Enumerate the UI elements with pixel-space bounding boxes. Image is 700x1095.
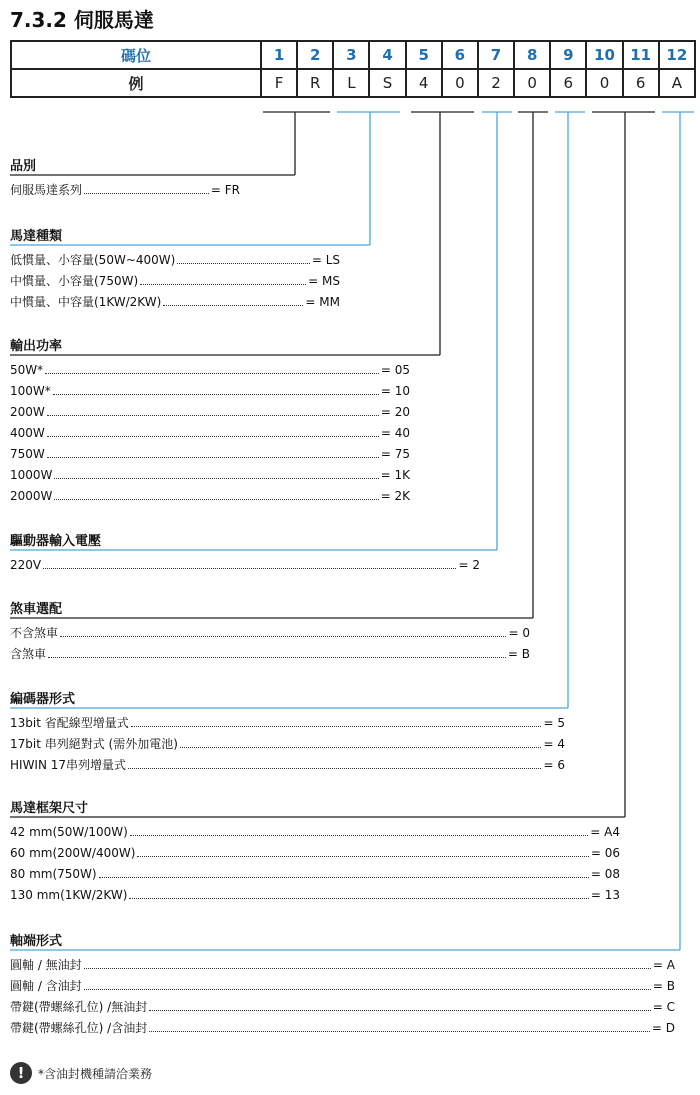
dot-leader xyxy=(140,272,306,285)
option-label: 2000W xyxy=(10,489,53,503)
page-title: 7.3.2 伺服馬達 xyxy=(10,8,154,32)
option-row xyxy=(10,251,340,269)
option-value: = 2 xyxy=(458,558,480,572)
example-cell: L xyxy=(333,69,369,97)
position-cell: 12 xyxy=(659,41,695,69)
option-value: = 4 xyxy=(543,737,565,751)
dot-leader xyxy=(53,382,379,395)
option-row xyxy=(10,735,565,753)
dot-leader xyxy=(128,756,541,769)
option-label: 42 mm(50W/100W) xyxy=(10,825,128,839)
position-cell: 2 xyxy=(297,41,333,69)
dot-leader xyxy=(180,735,542,748)
option-value: = MM xyxy=(305,295,340,309)
dot-leader xyxy=(129,886,588,899)
option-label: 130 mm(1KW/2KW) xyxy=(10,888,128,902)
option-value: = 20 xyxy=(380,405,410,419)
option-value: = B xyxy=(507,647,530,661)
option-row xyxy=(10,556,480,574)
dot-leader xyxy=(130,823,589,836)
position-cell: 8 xyxy=(514,41,550,69)
example-cell: 2 xyxy=(478,69,514,97)
dot-leader xyxy=(84,977,651,990)
option-label: 60 mm(200W/400W) xyxy=(10,846,136,860)
option-label: 圓軸 / 無油封 xyxy=(10,958,82,972)
example-cell: A xyxy=(659,69,695,97)
option-value: = 08 xyxy=(590,867,620,881)
option-label: 中慣量、小容量(750W) xyxy=(10,274,139,288)
dot-leader xyxy=(60,624,506,637)
option-row xyxy=(10,844,620,862)
option-label: HIWIN 17串列增量式 xyxy=(10,758,127,772)
option-value: = MS xyxy=(308,274,340,288)
option-label: 220V xyxy=(10,558,42,572)
dot-leader xyxy=(149,1019,650,1032)
dot-leader xyxy=(84,181,209,194)
dot-leader xyxy=(137,844,588,857)
example-cell: S xyxy=(369,69,405,97)
option-row xyxy=(10,624,530,642)
option-row xyxy=(10,756,565,774)
position-cell: 11 xyxy=(623,41,659,69)
option-value: = LS xyxy=(311,253,340,267)
option-row xyxy=(10,445,410,463)
example-cell: F xyxy=(261,69,297,97)
position-cell: 1 xyxy=(261,41,297,69)
option-value: = D xyxy=(651,1021,675,1035)
option-label: 100W* xyxy=(10,384,51,398)
option-label: 13bit 省配線型增量式 xyxy=(10,716,129,730)
option-label: 帶鍵(帶螺絲孔位) /無油封 xyxy=(10,1000,148,1014)
option-row xyxy=(10,886,620,904)
example-cell: 0 xyxy=(586,69,622,97)
option-value: = 5 xyxy=(543,716,565,730)
dot-leader xyxy=(47,424,379,437)
dot-leader xyxy=(54,487,378,500)
option-label: 低慣量、小容量(50W~400W) xyxy=(10,253,176,267)
dot-leader xyxy=(47,445,379,458)
option-label: 伺服馬達系列 xyxy=(10,183,83,197)
option-label: 含煞車 xyxy=(10,647,47,661)
option-value: = FR xyxy=(210,183,240,197)
dot-leader xyxy=(99,865,589,878)
option-label: 50W* xyxy=(10,363,44,377)
option-label: 帶鍵(帶螺絲孔位) /含油封 xyxy=(10,1021,148,1035)
dot-leader xyxy=(47,403,379,416)
example-cell: 6 xyxy=(550,69,586,97)
position-cell: 7 xyxy=(478,41,514,69)
option-label: 200W xyxy=(10,405,45,419)
example-cell: R xyxy=(297,69,333,97)
option-row xyxy=(10,956,675,974)
dot-leader xyxy=(177,251,310,264)
option-row xyxy=(10,293,340,311)
option-row xyxy=(10,272,340,290)
option-label: 80 mm(750W) xyxy=(10,867,97,881)
option-row xyxy=(10,403,410,421)
footnote-text: *含油封機種請洽業務 xyxy=(38,1066,153,1081)
section-title: 軸端形式 xyxy=(10,934,63,949)
option-row xyxy=(10,823,620,841)
position-cell: 5 xyxy=(406,41,442,69)
example-cell: 4 xyxy=(406,69,442,97)
dot-leader xyxy=(149,998,651,1011)
option-row xyxy=(10,1019,675,1037)
section-title: 輸出功率 xyxy=(10,339,63,354)
position-cell: 10 xyxy=(586,41,622,69)
option-row xyxy=(10,645,530,663)
option-row xyxy=(10,424,410,442)
option-row xyxy=(10,487,410,505)
dot-leader xyxy=(84,956,651,969)
example-cell: 0 xyxy=(442,69,478,97)
option-value: = A4 xyxy=(590,825,620,839)
option-value: = 06 xyxy=(590,846,620,860)
option-label: 750W xyxy=(10,447,45,461)
option-label: 不含煞車 xyxy=(10,626,59,640)
position-cell: 6 xyxy=(442,41,478,69)
example-cell: 0 xyxy=(514,69,550,97)
option-label: 400W xyxy=(10,426,45,440)
option-row xyxy=(10,181,240,199)
option-value: = 2K xyxy=(380,489,410,503)
option-value: = A xyxy=(652,958,675,972)
option-value: = 10 xyxy=(380,384,410,398)
option-row xyxy=(10,714,565,732)
section-title: 品別 xyxy=(10,159,37,174)
section-title: 驅動器輸入電壓 xyxy=(10,534,102,549)
footnote xyxy=(10,1062,152,1084)
option-value: = B xyxy=(652,979,675,993)
position-row-label: 碼位 xyxy=(11,41,261,69)
option-value: = 75 xyxy=(380,447,410,461)
option-value: = 1K xyxy=(380,468,410,482)
option-value: = C xyxy=(652,1000,675,1014)
option-row xyxy=(10,865,620,883)
dot-leader xyxy=(43,556,456,569)
section-title: 馬達框架尺寸 xyxy=(10,801,89,816)
option-row xyxy=(10,361,410,379)
section-title: 煞車選配 xyxy=(10,602,63,617)
position-cell: 9 xyxy=(550,41,586,69)
option-row xyxy=(10,382,410,400)
dot-leader xyxy=(54,466,378,479)
dot-leader xyxy=(163,293,303,306)
position-cell: 3 xyxy=(333,41,369,69)
option-label: 中慣量、中容量(1KW/2KW) xyxy=(10,295,162,309)
dot-leader xyxy=(48,645,506,658)
section-title: 編碼器形式 xyxy=(10,692,76,707)
example-row-label: 例 xyxy=(11,69,261,97)
exclamation-icon: ! xyxy=(10,1062,32,1084)
option-value: = 05 xyxy=(380,363,410,377)
section-title: 馬達種類 xyxy=(10,229,63,244)
option-value: = 0 xyxy=(508,626,530,640)
option-row xyxy=(10,466,410,484)
dot-leader xyxy=(45,361,379,374)
option-value: = 13 xyxy=(590,888,620,902)
option-row xyxy=(10,977,675,995)
option-row xyxy=(10,998,675,1016)
position-cell: 4 xyxy=(369,41,405,69)
dot-leader xyxy=(131,714,542,727)
option-label: 圓軸 / 含油封 xyxy=(10,979,82,993)
option-value: = 40 xyxy=(380,426,410,440)
option-label: 1000W xyxy=(10,468,53,482)
example-cell: 6 xyxy=(623,69,659,97)
option-label: 17bit 串列絕對式 (需外加電池) xyxy=(10,737,178,751)
option-value: = 6 xyxy=(543,758,565,772)
